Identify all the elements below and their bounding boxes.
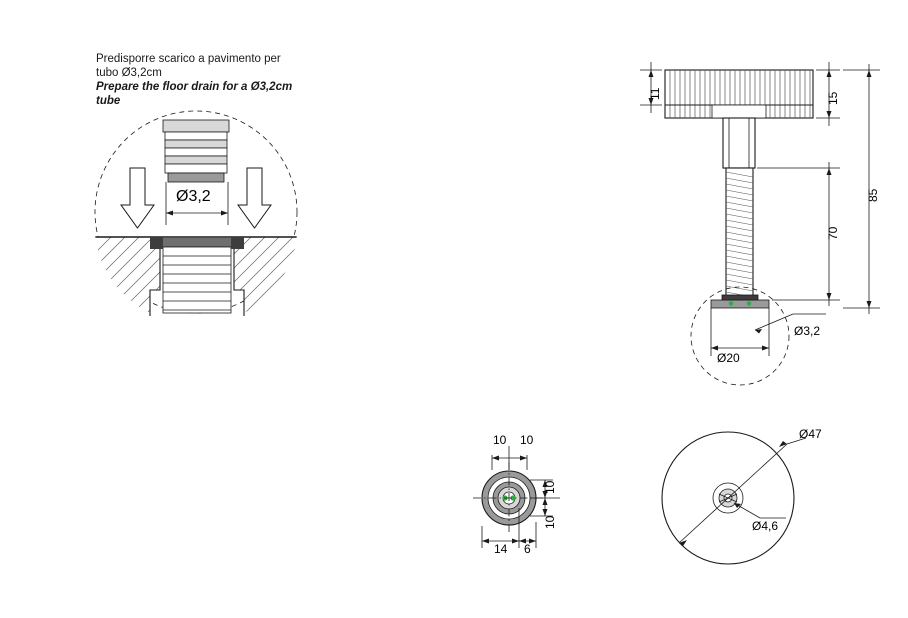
label-dim-70: 70 [826, 226, 840, 240]
upper-stem [723, 118, 755, 168]
label-small-top-right: 10 [520, 433, 534, 447]
label-detail-d32: Ø3,2 [176, 188, 211, 205]
dim-d20 [711, 308, 769, 356]
label-small-right-lower: 10 [543, 515, 557, 529]
threaded-shaft [726, 168, 753, 300]
knurled-cap [665, 70, 813, 118]
label-dim-d20: Ø20 [717, 351, 740, 365]
base-plate [711, 295, 769, 308]
small-plan-view-group [473, 446, 560, 548]
note-english-line2: tube [96, 95, 121, 107]
front-elevation-group [640, 62, 880, 385]
label-small-top-left: 10 [493, 433, 507, 447]
drain-plug-body [163, 120, 229, 182]
floor-drain-detail-group [39, 111, 372, 372]
large-plan-view-group [662, 432, 806, 564]
label-small-right-upper: 10 [543, 480, 557, 494]
note-english-line1: Prepare the floor drain for a Ø3,2cm [96, 81, 293, 93]
label-dim-85: 85 [866, 188, 880, 202]
label-small-bottom-right: 6 [524, 542, 531, 556]
note-italian-line1: Predisporre scarico a pavimento per [96, 53, 281, 65]
drain-pipe [150, 237, 244, 313]
label-dim-15: 15 [826, 91, 840, 105]
label-dim-d46: Ø4,6 [752, 519, 779, 533]
note-italian-line2: tubo Ø3,2cm [96, 67, 162, 79]
label-dim-11: 11 [648, 87, 662, 100]
label-dim-d32-base: Ø3,2 [794, 324, 821, 338]
label-dim-d47: Ø47 [799, 427, 822, 441]
small-plan-top-dims [492, 446, 527, 470]
label-small-bottom-left: 14 [494, 542, 508, 556]
